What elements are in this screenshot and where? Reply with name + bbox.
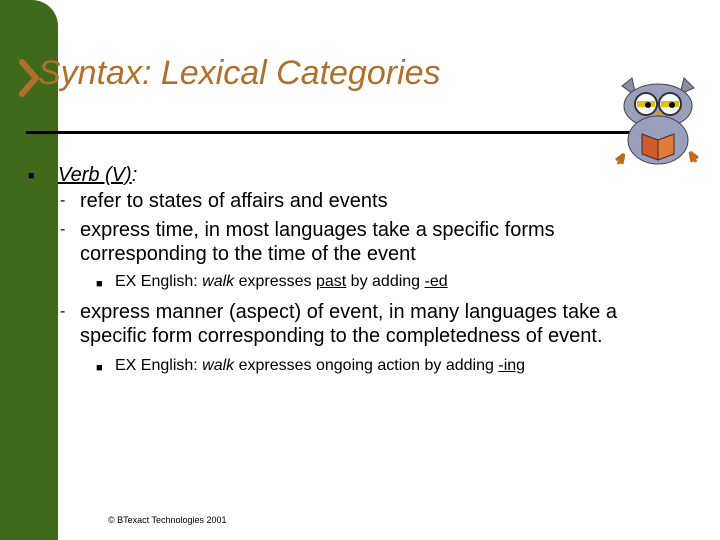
sub-item-manner-line1: express manner (aspect) of event, in many languages take a [80,301,617,323]
main-bullet-suffix: : [131,164,138,186]
main-bullet [58,163,137,187]
example-italic: walk [202,273,235,290]
example-mid: expresses [234,273,316,290]
example-mid: expresses ongoing action by adding [234,357,499,374]
owl-reading-icon [602,76,706,168]
example-suffix: -ing [498,357,526,374]
example-underlined: past [315,273,347,290]
example-mid2: by adding [346,273,425,290]
bullet-marker: ■ [96,278,103,290]
example-prefix: EX English: [115,357,203,374]
example-past [115,272,448,292]
example-ongoing [115,356,525,376]
bullet-marker: ■ [96,362,103,374]
dash-marker: - [60,303,66,320]
sub-item-time-line1: express time, in most languages take a specific forms [80,219,555,241]
dash-marker: - [60,192,66,209]
example-prefix: EX English: [115,273,203,290]
sub-item-manner-line2: specific form corresponding to the completedness of event. [80,325,603,347]
sub-item-states: refer to states of affairs and events [80,190,388,212]
title-divider [26,131,672,134]
footer-copyright: © BTexact Technologies 2001 [108,515,227,525]
bullet-marker: ■ [28,170,35,182]
slide-title: Syntax: Lexical Categories [38,54,441,92]
sub-item-time-line2: corresponding to the time of the event [80,243,416,265]
main-bullet-term: Verb (V) [58,164,132,186]
example-suffix: -ed [424,273,448,290]
dash-marker: - [60,221,66,238]
example-italic: walk [202,357,235,374]
